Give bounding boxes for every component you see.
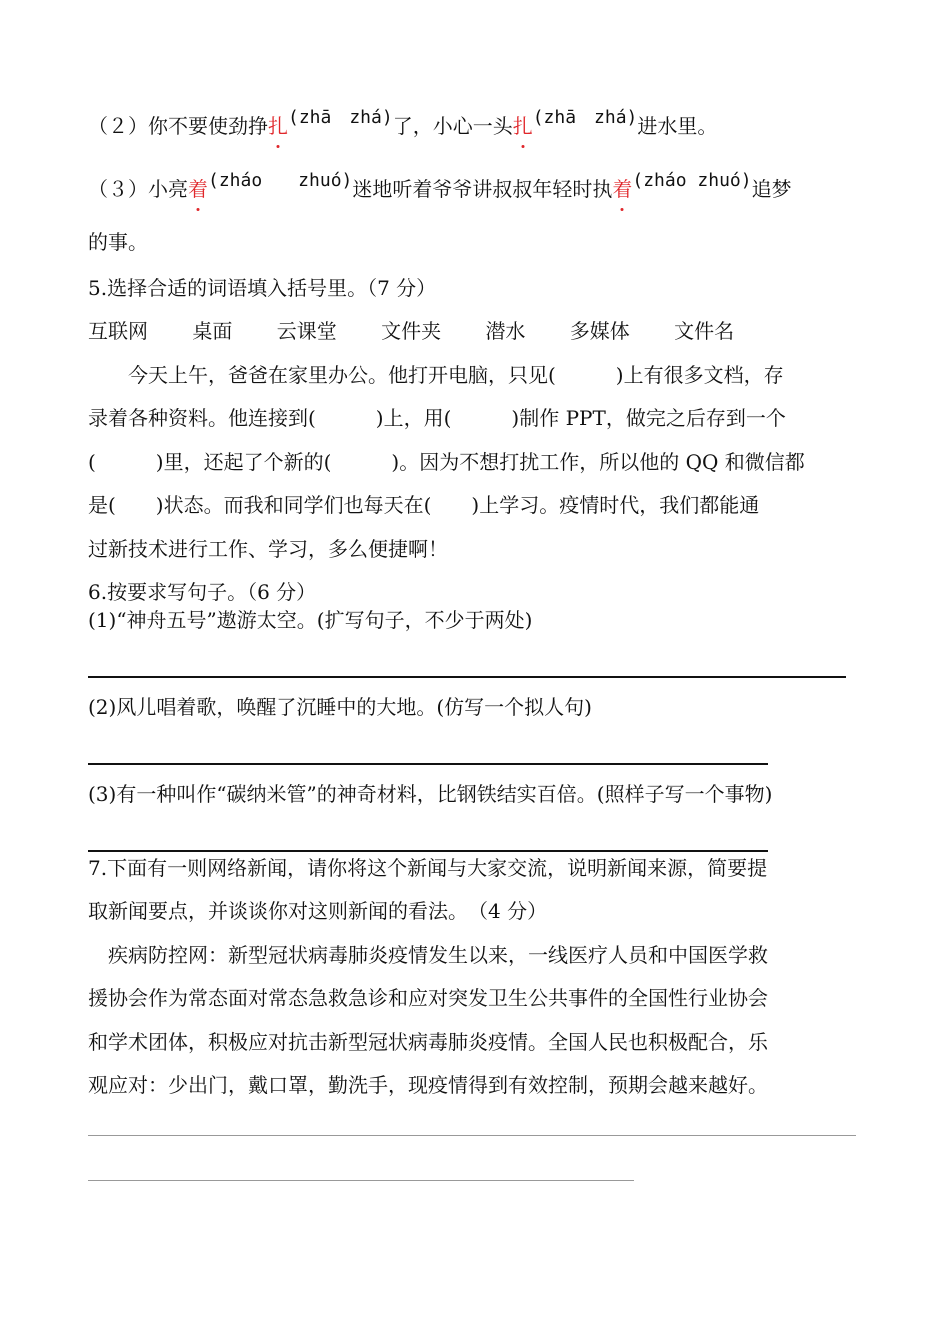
q6-sentence-1: (1)“神舟五号”遨游太空。(扩写句子，不少于两处): [88, 608, 533, 632]
q6-title: 6.按要求写句子。（6 分）: [88, 580, 317, 604]
q5-passage-line-3: ( )里，还起了个新的( )。因为不想打扰工作，所以他的 QQ 和微信都: [88, 450, 805, 474]
q6-sentence-3: (3)有一种叫作“碳纳米管”的神奇材料，比钢铁结实百倍。(照样子写一个事物): [88, 782, 773, 806]
q7-news-line-3: 和学术团体，积极应对抗击新型冠状病毒肺炎疫情。全国人民也积极配合，乐: [88, 1030, 768, 1054]
q5-word-bank: [88, 317, 734, 345]
q4-item-3-char-1: 着: [188, 177, 208, 201]
q6-sentence-2: (2)风儿唱着歌，唤醒了沉睡中的大地。(仿写一个拟人句): [88, 695, 592, 719]
q5-passage-line-2: 录着各种资料。他连接到( )上，用( )制作 PPT，做完之后存到一个: [88, 406, 786, 430]
q7-title-line-2: 取新闻要点，并谈谈你对这则新闻的看法。 （4 分）: [88, 899, 548, 923]
word-bank-item: 互联网: [88, 319, 148, 343]
q4-item-3-continued: 的事。: [88, 230, 148, 254]
q4-item-3-pinyin-2: (zháo zhuó): [632, 170, 752, 191]
q4-item-2-char-1: 扎: [268, 114, 288, 138]
q4-item-3-text-b: 迷地听着爷爷讲叔叔年轻时执: [352, 177, 613, 201]
answer-line[interactable]: [88, 1135, 856, 1136]
word-bank-item: 潜水: [485, 319, 526, 343]
q4-item-3-text-e: 追梦: [751, 177, 792, 201]
answer-line[interactable]: [88, 763, 768, 765]
q5-passage-line-5: 过新技术进行工作、学习，多么便捷啊！: [88, 537, 448, 561]
q4-item-2: [88, 107, 718, 142]
q4-item-2-text-e: 进水里。: [637, 114, 718, 138]
word-bank-item: 多媒体: [569, 319, 630, 343]
q4-item-2-pinyin-2: (zhā zhá): [532, 107, 638, 128]
q4-item-2-pinyin-1: (zhā zhá): [288, 107, 393, 128]
word-bank-item: 桌面: [192, 319, 233, 343]
q5-passage-line-1: 今天上午，爸爸在家里办公。他打开电脑，只见( )上有很多文档，存: [128, 363, 784, 387]
answer-line[interactable]: [88, 676, 846, 678]
answer-line[interactable]: [88, 850, 768, 852]
q7-news-line-2: 援协会作为常态面对常态急救急诊和应对突发卫生公共事件的全国性行业协会: [88, 986, 768, 1010]
word-bank-item: 云课堂: [276, 319, 337, 343]
q4-item-3-pinyin-1: (zháo zhuó): [208, 170, 353, 191]
q5-title: 5.选择合适的词语填入括号里。（7 分）: [88, 276, 437, 300]
answer-line[interactable]: [88, 1180, 634, 1181]
q4-item-3: [88, 170, 792, 205]
word-bank-item: 文件名: [674, 319, 735, 343]
q4-item-2-text-a: （２）你不要使劲挣: [88, 114, 268, 138]
q4-item-2-char-2: 扎: [512, 114, 533, 138]
q7-title-line-1: 7.下面有一则网络新闻，请你将这个新闻与大家交流，说明新闻来源，简要提: [88, 856, 768, 880]
q7-news-line-4: 观应对：少出门，戴口罩，勤洗手，现疫情得到有效控制，预期会越来越好。: [88, 1073, 768, 1097]
q7-news-line-1: 疾病防控网：新型冠状病毒肺炎疫情发生以来，一线医疗人员和中国医学救: [88, 943, 768, 967]
q4-item-3-char-2: 着: [612, 177, 633, 201]
q4-item-3-text-a: （３）小亮: [88, 177, 188, 201]
word-bank-item: 文件夹: [381, 319, 442, 343]
q4-item-2-text-b: 了，小心一头: [392, 114, 513, 138]
q5-passage-line-4: 是( )状态。而我和同学们也每天在( )上学习。疫情时代，我们都能通: [88, 493, 760, 517]
